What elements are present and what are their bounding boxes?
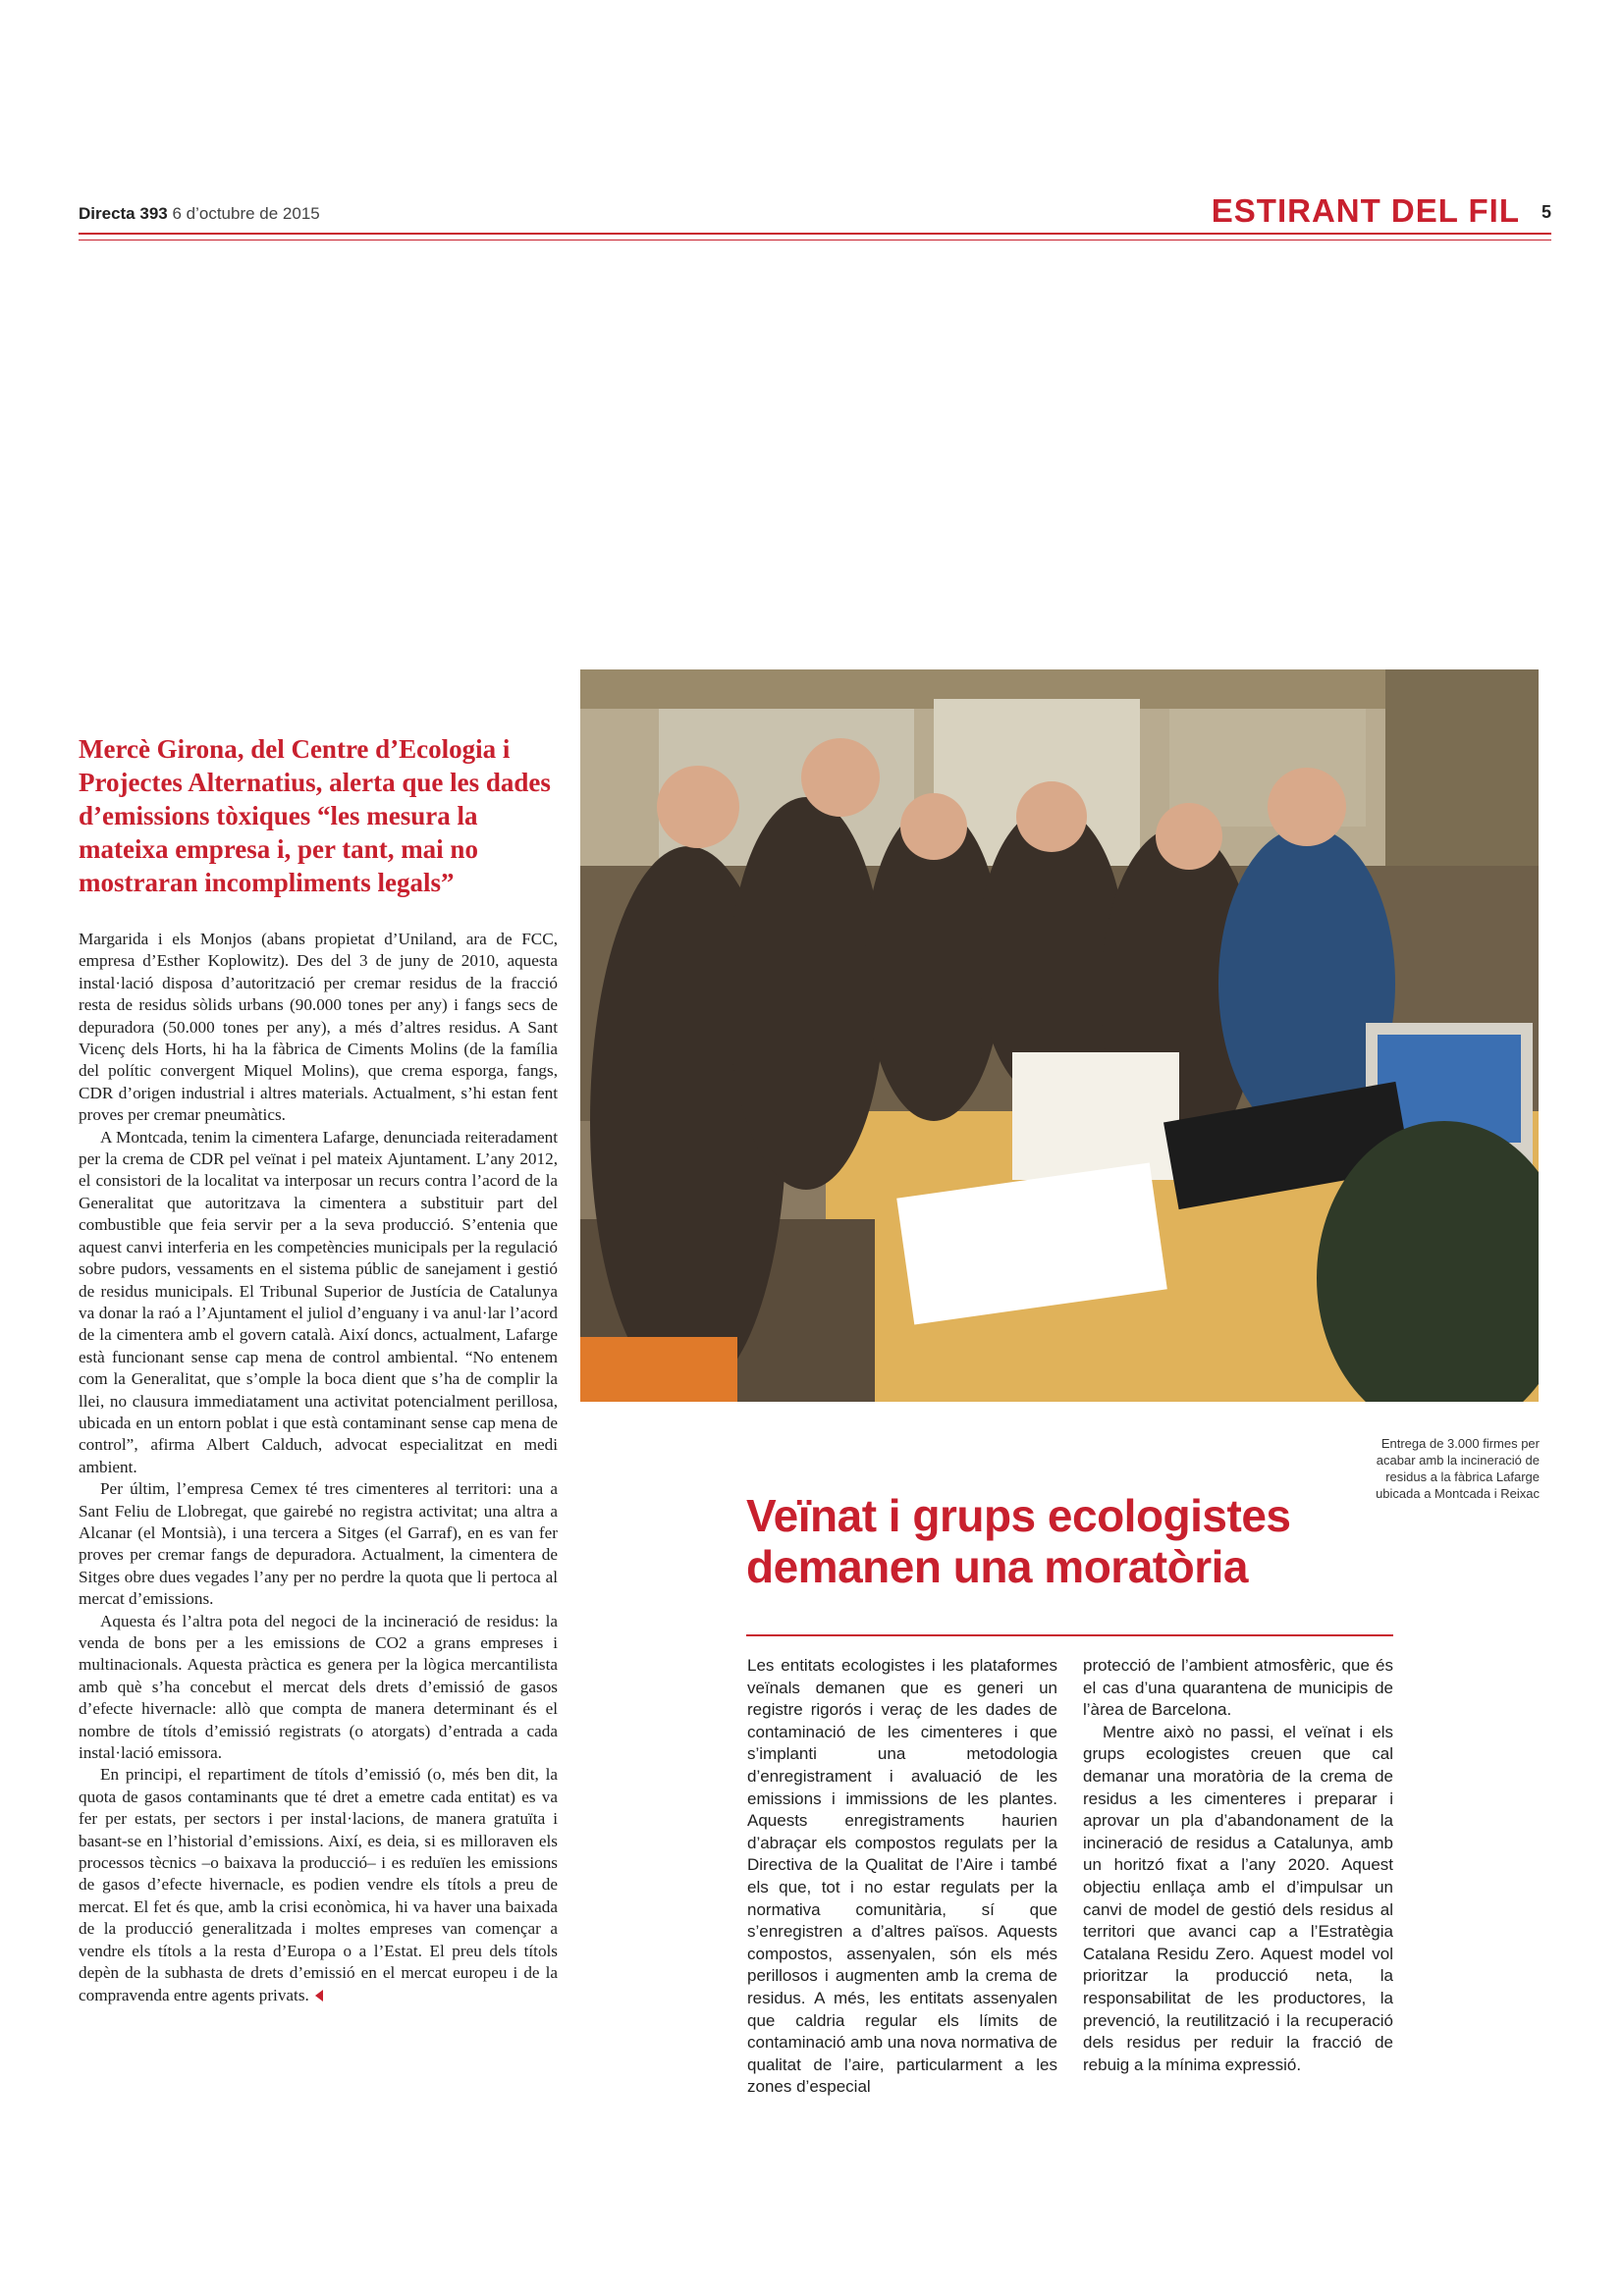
paragraph: Mentre això no passi, el veïnat i els grups ecologistes creuen que cal demanar una moratòria de la crema de residus a les cimenteres i preparar i aprovar un pla d’abandonament de la incineració de residus a Catalunya, amb un horitzó fixat a l’any 2020. Aquest objectiu enllaça amb el d’impulsar un canvi de model de gestió dels residus al territori que avanci cap a l’Estratègia Catalana Residu Zero. Aquest model vol prioritzar la producció neta, la responsabilitat de les productores, la prevenció, la reutilització i la recuperació dels residus per reduir la fracció de rebuig a la mínima expressió. <box>1083 1722 1393 2074</box>
article-headline: Veïnat i grups ecologistes demanen una moratòria <box>746 1490 1291 1592</box>
headline-rule <box>746 1634 1393 1636</box>
end-of-article-icon <box>315 1990 323 2002</box>
photo-office-scene <box>580 669 1539 1402</box>
paragraph: protecció de l’ambient atmosfèric, que és el cas d’una quarantena de municipis de l’àrea de Barcelona. <box>1083 1656 1393 1720</box>
paragraph: Aquesta és l’altra pota del negoci de la incineració de residus: la venda de bons per a les emissions de CO2 a grans empreses i multinacionals. Aquesta pràctica es genera per la lògica mercantilista amb què s’ha concebut el mercat dels drets d’emissió de gasos d’efecte hivernacle: allò que compta de manera determinant és el nombre de títols d’emissió registrats (o atorgats) d’entrada a cada instal·lació emissora. <box>79 1611 558 1763</box>
header-rule <box>79 233 1551 235</box>
publication-name: Directa 393 <box>79 204 168 223</box>
publication-date: 6 d’octubre de 2015 <box>172 204 320 223</box>
pull-quote: Mercè Girona, del Centre d’Ecologia i Projectes Alternatius, alerta que les dades d’emissions tòxiques “les mesura la mateixa empresa i, per tant, mai no mostraran incompliments legals” <box>79 734 551 897</box>
section-title: ESTIRANT DEL FIL <box>1211 192 1520 229</box>
paragraph: Per últim, l’empresa Cemex té tres cimenteres al territori: una a Sant Feliu de Llobregat, que gairebé no registra activitat; una altra a Alcanar (el Montsià), i una tercera a Sitges (el Garraf), en es van fer proves per cremar fangs de depuradora. Actualment, la cimentera de Sitges obre dues vegades l’any per no perdre la quota que li pertoca al mercat d’emissions. <box>79 1479 558 1609</box>
article-photo <box>580 669 1539 1402</box>
paragraph: Les entitats ecologistes i les plataformes veïnals demanen que es generi un registre rigorós i veraç de les dades de contaminació de les cimenteres i que s’implanti una metodologia d’enregistrament i avaluació de les emissions i immissions de les plantes. Aquests enregistraments haurien d’abraçar els compostos regulats per la Directiva de la Qualitat de l’Aire i també els que, tot i no estar regulats per la normativa comunitària, sí que s’enregistren a d’altres països. Aquests compostos, assenyalen, són els més perillosos i augmenten amb la crema de residus. A més, les entitats assenyalen que caldria regular els límits de contaminació amb una nova normativa de qualitat de l’aire, particularment a les zones d’especial <box>747 1656 1057 2097</box>
paragraph-text: En principi, el repartiment de títols d’emissió (o, més ben dit, la quota de gasos contaminants que té dret a emetre cada entitat) es va fer per estats, per sectors i per instal·lacions, de manera gratuïta i basant-se en l’historial d’emissions. Així, es deia, si es milloraven els processos tècnics –o baixava la producció– i es reduïen les emissions de gasos d’efecte hivernacle, es podien vendre els títols a preu de mercat. El fet és que, amb la crisi econòmica, hi va haver una baixada de la producció generalitzada i moltes empreses van començar a vendre els títols a la resta d’Europa o a l’Estat. El preu dels títols depèn de la subhasta de drets d’emissió en el mercat europeu i de la compravenda entre agents privats. <box>79 1765 558 2004</box>
paragraph: Margarida i els Monjos (abans propietat d’Uniland, ara de FCC, empresa d’Esther Koplowitz). Des del 3 de juny de 2010, aquesta instal·lació disposa d’autorització per cremar residus de la fracció resta de residus sòlids urbans (90.000 tones per any) i fangs secs de depuradora (50.000 tones per any), a més d’altres residus. A Sant Vicenç dels Horts, hi ha la fàbrica de Ciments Molins (de la família del polític convergent Miquel Molins), que crema esporga, fangs, CDR d’origen industrial i altres materials. Actualment, s’hi estan fent proves per cremar pneumàtics. <box>79 930 558 1125</box>
right-column <box>1083 1655 1393 2076</box>
page-header <box>79 194 1551 234</box>
paragraph: A Montcada, tenim la cimentera Lafarge, denunciada reiteradament per la crema de CDR pel veïnat i pel mateix Ajuntament. L’any 2012, el consistori de la localitat va interposar un recurs contra l’acord de la Generalitat que autoritzava la cimentera a substituir part del combustible que feia servir per a la seva producció. S’entenia que aquest canvi interferia en les competències municipals per la regulació sobre pudors, vessaments en el sistema públic de sanejament i gestió de residus municipals. El Tribunal Superior de Justícia de Catalunya va donar la raó a l’Ajuntament el juliol d’enguany i va anul·lar l’acord de la cimentera amb el govern català. Així doncs, actualment, Lafarge està funcionant sense cap mena de control ambiental. “No entenem com la Generalitat, que s’omple la boca dient que s’ha de complir la llei, no clausura immediatament una activitat potencialment perillosa, ubicada en un entorn poblat i que està contaminant sense cap mena de control”, afirma Albert Calduch, advocat especialitzat en medi ambient. <box>79 1127 558 1476</box>
middle-column <box>747 1655 1057 2099</box>
photo-caption: Entrega de 3.000 firmes per acabar amb la incineració de residus a la fàbrica Lafarge ubicada a Montcada i Reixac <box>1376 1436 1540 1501</box>
page-number: 5 <box>1541 202 1551 222</box>
publication-info <box>79 204 320 224</box>
paragraph-last <box>79 1764 558 2005</box>
left-column <box>79 929 558 2006</box>
